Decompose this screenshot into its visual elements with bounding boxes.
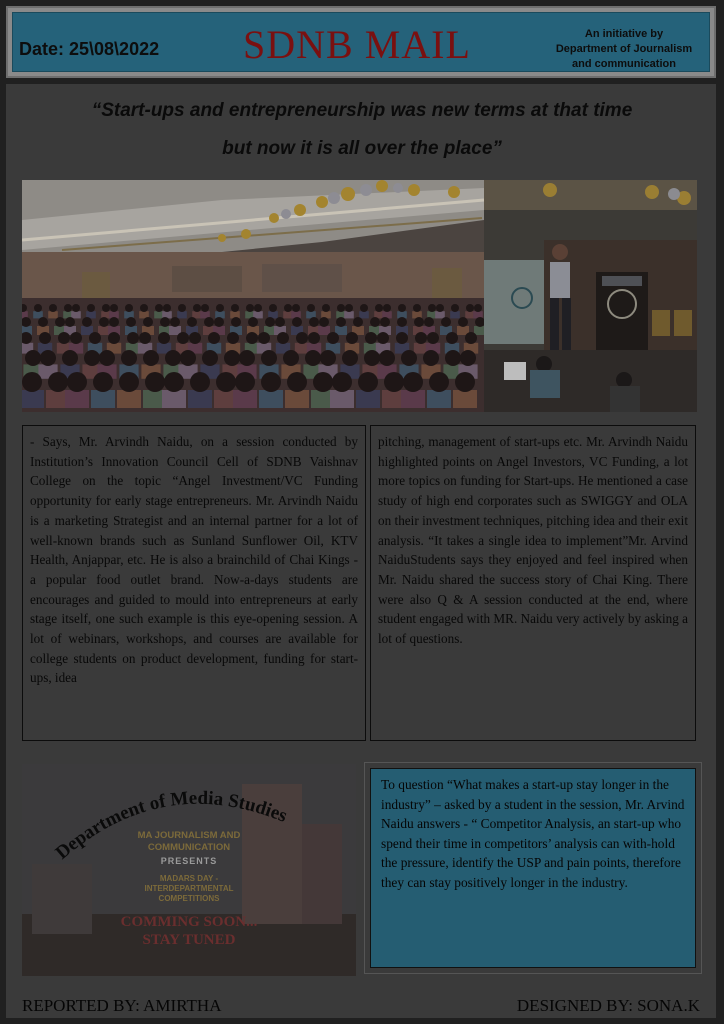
audience-body — [453, 390, 477, 408]
audience-head — [58, 332, 70, 344]
event-poster — [22, 764, 356, 976]
audience-head — [180, 350, 196, 366]
audience-head — [466, 304, 474, 312]
speaker-photo — [484, 180, 697, 412]
audience-head — [239, 350, 255, 366]
audience-head — [201, 304, 209, 312]
audience-head — [383, 304, 391, 312]
poster-line: COMMUNICATION — [147, 842, 231, 853]
audience-head — [429, 372, 449, 392]
speaker-photo-image — [484, 180, 697, 412]
audience-head — [327, 332, 339, 344]
headline — [10, 92, 714, 168]
audience-head — [126, 317, 136, 327]
audience-head — [261, 372, 281, 392]
audience-body — [91, 390, 115, 408]
audience-body — [401, 390, 425, 408]
audience-body — [435, 311, 445, 318]
audience-head — [414, 317, 424, 327]
initiative-line: Department of Journalism — [555, 43, 693, 55]
audience-head — [227, 332, 239, 344]
audience-head — [143, 317, 153, 327]
audience-head — [365, 332, 377, 344]
audience-head — [319, 317, 329, 327]
audience-head — [187, 317, 197, 327]
audience-head — [428, 304, 436, 312]
quote-box: To question “What makes a start-up stay longer in the industry” – asked by a student in the session, Mr. Arvind Naidu answers - “ Competitor Analysis, an start-up who spend their time in competitors’ analysis can with-hold the pressure, identify the USP and pain points, therefore they can stay positively longer in the industry. — [370, 768, 696, 968]
audience-head — [345, 304, 353, 312]
audience-head — [204, 317, 214, 327]
audience-head — [39, 332, 51, 344]
audience-body — [359, 311, 369, 318]
audience-head — [99, 317, 109, 327]
audience-head — [474, 304, 482, 312]
audience-head — [82, 317, 92, 327]
initiative-line: An initiative by — [584, 28, 664, 40]
poster-line: STAY TUNED — [142, 932, 236, 948]
audience-head — [160, 317, 170, 327]
audience-body — [427, 390, 451, 408]
audience-head — [55, 317, 65, 327]
audience-head — [87, 304, 95, 312]
audience-body — [285, 390, 309, 408]
audience-head — [189, 332, 201, 344]
audience-body — [177, 311, 187, 318]
audience-photo — [22, 180, 484, 412]
headline-line: “Start-ups and entrepreneurship was new terms at that time — [91, 100, 633, 121]
audience-head — [379, 350, 395, 366]
audience-head — [64, 304, 72, 312]
audience-head — [380, 317, 390, 327]
audience-head — [164, 372, 184, 392]
audience-head — [70, 332, 82, 344]
audience-head — [235, 372, 255, 392]
audience-head — [346, 332, 358, 344]
audience-head — [110, 304, 118, 312]
audience-head — [396, 332, 408, 344]
audience-head — [320, 350, 336, 366]
header-banner — [6, 6, 716, 78]
audience-head — [158, 332, 170, 344]
audience-head — [401, 350, 417, 366]
audience-photo-image — [22, 180, 484, 412]
audience-body — [48, 311, 58, 318]
audience-head — [305, 350, 321, 366]
audience-head — [337, 304, 345, 312]
audience-head — [40, 350, 56, 366]
audience-head — [224, 350, 240, 366]
audience-head — [307, 304, 315, 312]
audience-body — [233, 390, 257, 408]
audience-body — [65, 390, 89, 408]
audience-head — [121, 350, 137, 366]
audience-head — [231, 317, 241, 327]
audience-head — [109, 317, 119, 327]
audience-body — [71, 311, 81, 318]
audience-head — [145, 372, 165, 392]
audience-head — [155, 304, 163, 312]
audience-head — [139, 332, 151, 344]
audience-head — [360, 304, 368, 312]
audience-head — [292, 304, 300, 312]
audience-body — [318, 326, 330, 335]
audience-head — [275, 317, 285, 327]
audience-head — [102, 304, 110, 312]
audience-head — [403, 372, 423, 392]
poster-line: MADARS DAY - — [159, 874, 219, 883]
initiative-note — [549, 27, 699, 72]
audience-head — [89, 332, 101, 344]
audience-head — [48, 372, 68, 392]
audience-head — [460, 350, 476, 366]
audience-head — [127, 332, 139, 344]
audience-head — [377, 332, 389, 344]
audience-head — [248, 317, 258, 327]
audience-head — [375, 304, 383, 312]
audience-head — [193, 304, 201, 312]
audience-head — [125, 304, 133, 312]
audience-body — [22, 390, 44, 408]
audience-head — [22, 372, 42, 392]
audience-head — [84, 350, 100, 366]
audience-head — [455, 372, 475, 392]
initiative-line: and communication — [572, 58, 676, 70]
audience-head — [413, 304, 421, 312]
audience-head — [99, 350, 115, 366]
poster-line: PRESENTS — [160, 856, 218, 866]
poster-line: INTERDEPARTMENTAL — [144, 884, 234, 893]
audience-head — [370, 317, 380, 327]
audience-head — [265, 317, 275, 327]
audience-head — [93, 372, 113, 392]
audience-head — [231, 304, 239, 312]
audience-head — [72, 304, 80, 312]
audience-head — [216, 372, 236, 392]
poster-line: COMPETITIONS — [158, 894, 220, 903]
headline-line: but now it is all over the place” — [222, 138, 502, 159]
audience-head — [214, 317, 224, 327]
article-column-right: pitching, management of start-ups etc. Mr. Arvindh Naidu highlighted points on Angel Investors, VC Funding, a lot more topics on funding for Start-ups. He mentioned a case study of high end corporates such as SWIGGY and OLA on their investment techniques, pitching idea and their exit analysis. “It takes a single idea to implement”Mr. Arvind NaiduStudents says they enjoyed and feel inspired when Mr. Naidu shared the success story of Chai King. There were also Q & A session conducted at the end, where student engaged with MR. Naidu very actively by asking a lot of questions. — [370, 425, 696, 741]
audience-head — [427, 332, 439, 344]
audience-head — [465, 332, 477, 344]
audience-head — [358, 372, 378, 392]
audience-head — [423, 350, 439, 366]
audience-head — [277, 332, 289, 344]
audience-head — [436, 304, 444, 312]
audience-head — [415, 332, 427, 344]
audience-head — [398, 304, 406, 312]
audience-head — [254, 304, 262, 312]
audience-head — [451, 304, 459, 312]
audience-head — [208, 332, 220, 344]
audience-head — [49, 304, 57, 312]
audience-head — [140, 304, 148, 312]
audience-head — [284, 304, 292, 312]
audience-head — [445, 350, 461, 366]
audience-head — [287, 372, 307, 392]
poster-line: MA JOURNALISM AND — [137, 830, 241, 841]
audience-head — [446, 332, 458, 344]
audience-head — [165, 350, 181, 366]
audience-head — [143, 350, 159, 366]
audience-head — [108, 332, 120, 344]
audience-head — [246, 332, 258, 344]
audience-head — [190, 372, 210, 392]
audience-head — [283, 350, 299, 366]
poster-line: COMMING SOON... — [120, 914, 258, 930]
audience-head — [170, 317, 180, 327]
audience-head — [441, 317, 451, 327]
poster-arc-text: Department of Media Studies — [51, 787, 291, 864]
article-column-left: - Says, Mr. Arvindh Naidu, on a session conducted by Institution’s Innovation Council Cell of SDNB Vaishnav College on the topic “Angel Investment/VC Funding opportunity for early stage entrepreneurs. Mr. Arvindh Naidu is a marketing Strategist and an internal partner for a lot of well-known brands such as Sunland Sunflower Oil, KTV Health, Anjappar, etc. He is also a brainchild of Chai Kings - a popular food outlet brand. Now-a-days students are encourages and guided to mould into entrepreneurs at early stage itself, one such example is this eye-opening session. A lot of webinars, workshops, and courses are available for college students on product development, funding for start-ups, idea — [22, 425, 366, 741]
audience-body — [188, 390, 212, 408]
audience-body — [162, 390, 186, 408]
audience-head — [65, 317, 75, 327]
audience-head — [67, 372, 87, 392]
audience-head — [364, 350, 380, 366]
audience-head — [202, 350, 218, 366]
audience-head — [216, 304, 224, 312]
audience-head — [353, 317, 363, 327]
audience-head — [424, 317, 434, 327]
audience-head — [292, 317, 302, 327]
audience-body — [474, 326, 484, 335]
audience-head — [309, 317, 319, 327]
audience-head — [246, 304, 254, 312]
audience-head — [336, 317, 346, 327]
audience-body — [450, 311, 460, 318]
audience-head — [38, 317, 48, 327]
audience-head — [258, 332, 270, 344]
issue-date: Date: 25\08\2022 — [19, 39, 160, 59]
audience-head — [119, 372, 139, 392]
audience-body — [330, 390, 354, 408]
audience-head — [384, 372, 404, 392]
audience-head — [178, 304, 186, 312]
audience-heads — [22, 304, 484, 408]
audience-head — [62, 350, 78, 366]
header-inner — [12, 12, 710, 72]
audience-head — [296, 332, 308, 344]
masthead-title: SDNB MAIL — [243, 22, 471, 67]
audience-body — [117, 390, 141, 408]
audience-body — [356, 390, 380, 408]
audience-head — [308, 332, 320, 344]
audience-head — [34, 304, 42, 312]
audience-head — [261, 350, 277, 366]
reported-by: REPORTED BY: AMIRTHA — [22, 996, 222, 1015]
audience-head — [177, 332, 189, 344]
audience-head — [313, 372, 333, 392]
audience-head — [25, 350, 41, 366]
audience-head — [342, 350, 358, 366]
audience-head — [163, 304, 171, 312]
audience-head — [397, 317, 407, 327]
designed-by: DESIGNED BY: SONA.K — [516, 996, 700, 1015]
audience-head — [458, 317, 468, 327]
audience-head — [269, 304, 277, 312]
audience-body — [259, 390, 283, 408]
audience-head — [322, 304, 330, 312]
audience-body — [344, 311, 354, 318]
audience-head — [332, 372, 352, 392]
